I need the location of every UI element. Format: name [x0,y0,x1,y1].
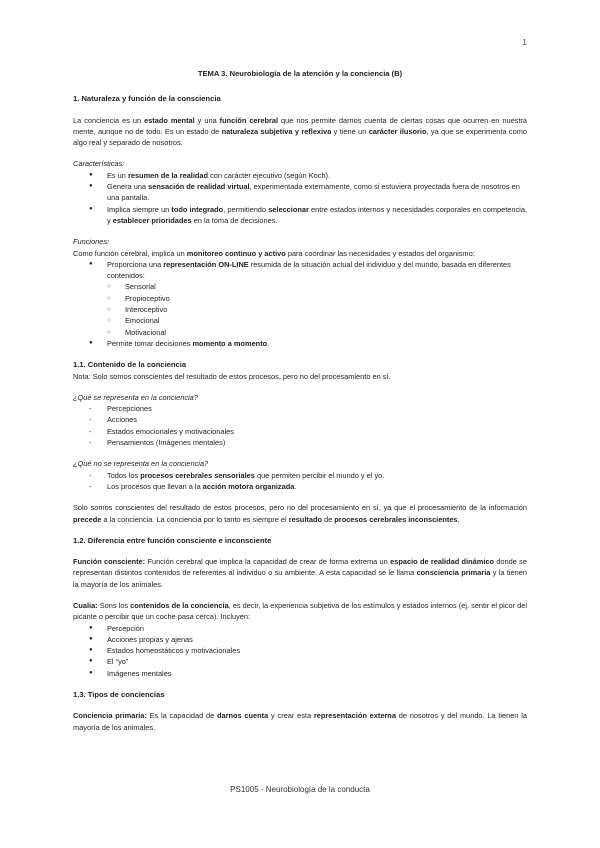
sublist-item: ○ Interoceptivo [125,304,527,315]
list-item: - Los procesos que llevan a la acción motora organizada. [107,481,527,492]
nota-paragraph: Nota: Solo somos conscientes del resultado de estos procesos, pero no del procesamiento en sí. [73,371,391,381]
cualia-paragraph: Cualia: Sons los contenidos de la conciencia, es decir, la experiencia subjetiva de los estímulos y estados internos (ej. sentir el picor del picante o percibir que un coche pasa cerca). Incluyen: [73,600,527,622]
caracteristicas-label: Características: [73,159,125,169]
list-item: ● Implica siempre un todo integrado, permitiendo seleccionar entre estados internos y necesidades corporales en competencia, y establecer prioridades en la toma de decisiones. [107,204,527,227]
caracteristicas-list [89,170,527,226]
q2-block [73,458,527,492]
funciones-list [89,259,527,349]
document-title: TEMA 3. Neurobiología de la atención y la conciencia (B) [197,69,403,78]
list-item: ● Estados homeostáticos y motivacionales [107,645,527,656]
list-item: ● Genera una sensación de realidad virtual, experimentada externamente, como si estuviera proyectada fuera de nosotros en una pantalla. [107,181,527,204]
q2-list [89,470,527,493]
list-item: ● Imágenes mentales [107,668,527,679]
page-footer: PS1005 - Neurobiología de la conducta [230,785,370,794]
page-number: 1 [522,37,527,47]
list-item: ● Permite tomar decisiones momento a momento. [107,338,527,349]
sublist-item: ○ Sensorial [125,281,527,292]
section-1-1-heading: 1.1. Contenido de la conciencia [73,360,187,370]
section-1-heading: 1. Naturaleza y función de la consciencia [73,94,221,104]
closing-paragraph: Solo somos conscientes del resultado de estos procesos, pero no del procesamiento en sí, ya que el procesamiento de la información precede a la conciencia. La conciencia por lo tanto es siempre el resultado de procesos cerebrales inconscientes. [73,503,527,524]
sublist-item: ○ Motivacional [125,327,527,338]
sublist-item: ○ Emocional [125,315,527,326]
funcion-consciente-paragraph: Función consciente: Función cerebral que implica la capacidad de crear de forma extrema un espacio de realidad dinámico donde se representan distintos contenidos de referentes al individuo o su ambiente. A esta capacidad se le llama consciencia primaria y la tienen la mayoría de los animales. [73,557,527,589]
funciones-label: Funciones: [73,237,110,247]
list-item: ● Proporciona una representación ON-LINE resumida de la situación actual del individuo y del mundo, basada en diferentes contenidos: ○ Sensorial ○ Propioceptivo ○ Interoceptivo ○ Emocional ○ Motivacional [107,259,527,338]
list-item: - Estados emocionales y motivacionales [107,426,527,437]
q1-label: ¿Qué se representa en la conciencia? [73,392,198,402]
list-item: ● Es un resumen de la realidad con carácter ejecutivo (según Koch). [107,170,527,181]
sublist-item: ○ Propioceptivo [125,293,527,304]
list-item: - Todos los procesos cerebrales sensoriales que permiten percibir el mundo y el yo. [107,470,527,481]
cualia-block [73,600,527,679]
q1-list [89,403,527,448]
contenidos-sublist [107,281,527,337]
caracteristicas-block [73,158,527,226]
cualia-list [89,623,527,679]
intro-paragraph: La conciencia es un estado mental y una función cerebral que nos permite darnos cuenta de ciertas cosas que ocurren en nuestra mente, aunque no de todo. Es un estado de naturaleza subjetiva y reflexiva y tiene un carácter ilusorio, ya que se experimenta como algo real y separado de nosotros. [73,115,527,148]
funciones-intro: Como función cerebral, implica un monitoreo continuo y activo para coordinar las necesidades y estados del organismo: [73,248,475,258]
section-1-3-heading: 1.3. Tipos de conciencias [73,690,165,700]
q1-block [73,392,527,448]
conciencia-primaria-paragraph: Conciencia primaria: Es la capacidad de darnos cuenta y crear esta representación externa de nosotros y del mundo. La tienen la mayoría de los animales. [73,711,528,732]
page-content [73,68,527,743]
q2-label: ¿Qué no se representa en la conciencia? [73,459,209,469]
list-item: ● Acciones propias y ajenas [107,634,527,645]
funciones-block [73,236,527,349]
list-item: - Acciones [107,414,527,425]
list-item: ● Percepción [107,623,527,634]
list-item: - Pensamientos (Imágenes mentales) [107,437,527,448]
list-item: - Percepciones [107,403,527,414]
list-item: ● El “yo” [107,656,527,667]
section-1-2-heading: 1.2. Diferencia entre función consciente e inconsciente [73,535,272,545]
